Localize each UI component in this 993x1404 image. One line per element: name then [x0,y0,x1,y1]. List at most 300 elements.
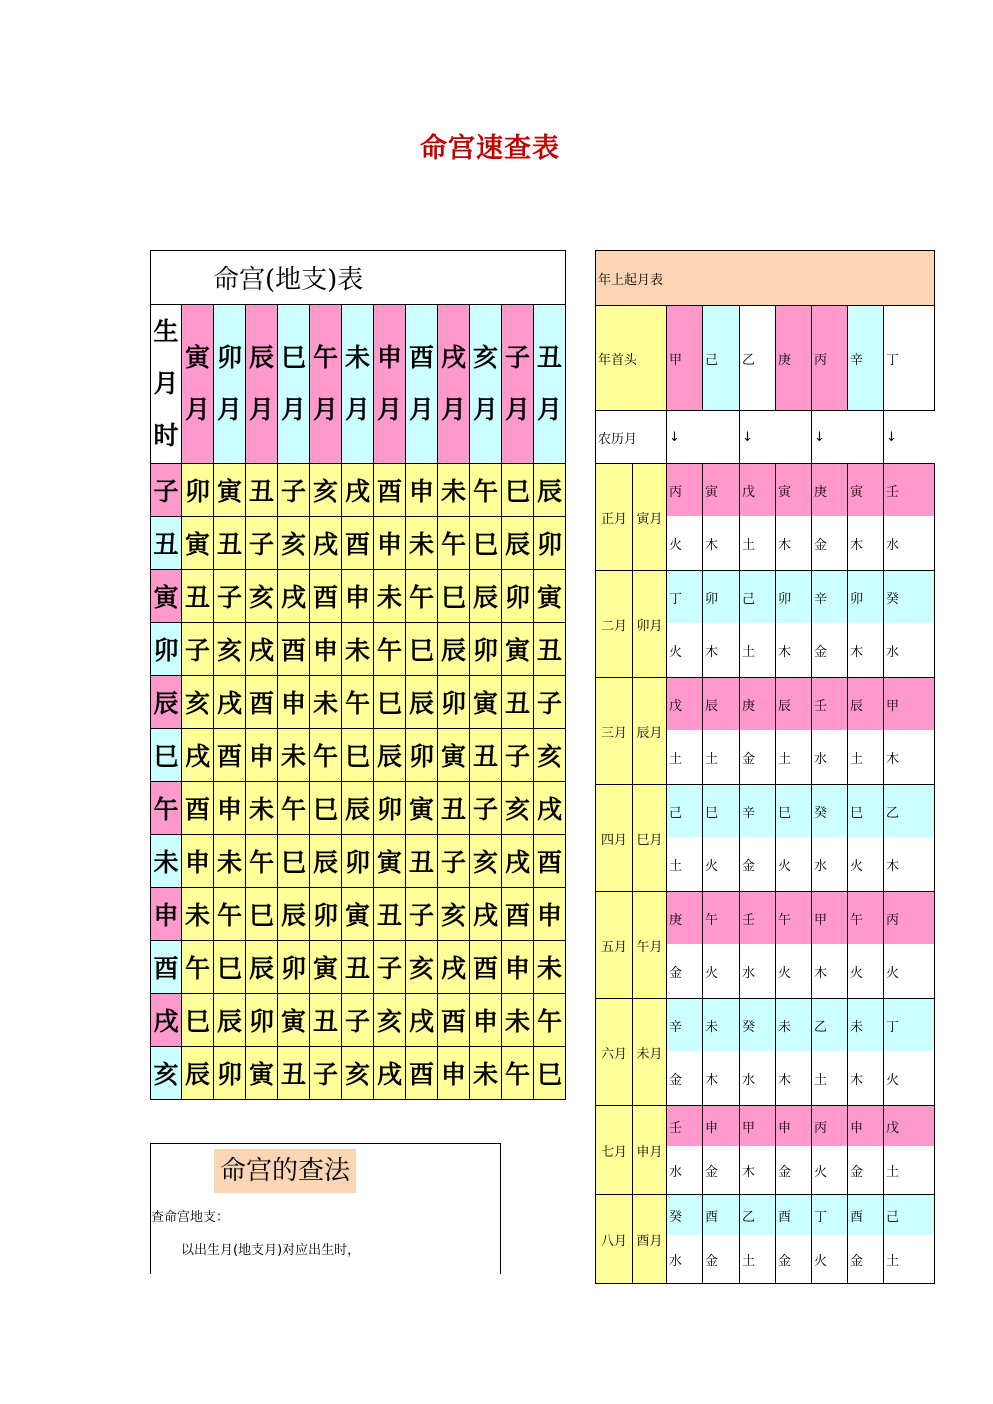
palace-cell: 丑 [406,835,438,888]
palace-cell: 申 [438,1047,470,1100]
month-stem: 丁 [812,1195,848,1236]
month-element: 木 [884,730,935,785]
month-element: 金 [666,1051,702,1106]
month-suffix: 月 [216,395,242,424]
table-row [151,676,566,729]
month-element: 金 [702,1235,739,1284]
palace-cell: 戌 [406,994,438,1047]
table-row [151,729,566,782]
palace-cell: 亥 [182,676,214,729]
palace-cell: 巳 [342,729,374,782]
month-stem: 丁 [666,571,702,624]
month-branch: 寅 [184,343,210,372]
year-stem: 甲 [666,306,702,411]
month-element: 火 [812,1146,848,1195]
palace-cell: 申 [502,941,534,994]
table-row [151,1047,566,1100]
palace-cell: 巳 [214,941,246,994]
month-element: 金 [776,1146,812,1195]
palace-cell: 辰 [502,517,534,570]
corner-char: 时 [153,421,179,450]
palace-cell: 辰 [310,835,342,888]
hour-label: 亥 [151,1047,182,1100]
month-stem: 壬 [666,1106,702,1147]
palace-cell: 午 [502,1047,534,1100]
month-stem: 辛 [812,571,848,624]
palace-cell: 巳 [438,570,470,623]
palace-cell: 申 [534,888,566,941]
month-suffix: 月 [184,395,210,424]
month-element: 火 [666,516,702,571]
month-element: 金 [666,944,702,999]
month-stem: 寅 [776,464,812,517]
month-suffix: 月 [440,395,466,424]
palace-cell: 子 [502,729,534,782]
month-element: 火 [666,623,702,678]
month-element: 火 [884,944,935,999]
palace-cell: 亥 [214,623,246,676]
hour-label: 寅 [151,570,182,623]
palace-cell: 午 [438,517,470,570]
palace-cell: 申 [342,570,374,623]
month-header [374,305,406,464]
arrow-blank [776,411,812,464]
palace-cell: 子 [534,676,566,729]
year-stem: 辛 [848,306,884,411]
month-stem: 庚 [666,892,702,945]
palace-cell: 寅 [534,570,566,623]
month-branch: 辰 [248,343,274,372]
table-row [151,517,566,570]
palace-cell: 辰 [438,623,470,676]
palace-cell: 卯 [534,517,566,570]
palace-cell: 辰 [342,782,374,835]
month-element: 土 [740,623,776,678]
palace-cell: 申 [374,517,406,570]
month-stem: 寅 [702,464,739,517]
palace-cell: 辰 [182,1047,214,1100]
month-branch: 丑 [537,343,563,372]
palace-cell: 酉 [534,835,566,888]
palace-cell: 酉 [470,941,502,994]
palace-cell: 子 [310,1047,342,1100]
month-element: 土 [884,1235,935,1284]
month-suffix: 月 [344,395,370,424]
palace-cell: 未 [374,570,406,623]
month-stem: 午 [702,892,739,945]
month-stem: 卯 [702,571,739,624]
palace-cell: 未 [502,994,534,1047]
month-stem: 午 [776,892,812,945]
month-stem: 寅 [848,464,884,517]
palace-cell: 辰 [406,676,438,729]
palace-cell: 戌 [342,464,374,517]
palace-cell: 戌 [534,782,566,835]
palace-cell: 戌 [310,517,342,570]
month-stem: 酉 [776,1195,812,1236]
month-name: 八月 [596,1195,633,1284]
month-element: 火 [776,944,812,999]
palace-cell: 午 [246,835,278,888]
down-arrow-icon: ↓ [884,411,935,464]
month-stem: 壬 [740,892,776,945]
month-suffix: 月 [248,395,274,424]
palace-cell: 申 [278,676,310,729]
month-element: 土 [740,1235,776,1284]
palace-cell: 戌 [470,888,502,941]
month-branch: 卯月 [633,571,667,678]
month-stem: 酉 [848,1195,884,1236]
corner-char: 生 [153,317,179,346]
hour-label: 卯 [151,623,182,676]
palace-cell: 未 [470,1047,502,1100]
palace-cell: 卯 [182,464,214,517]
table-row [151,570,566,623]
month-stem: 未 [702,999,739,1052]
month-stem: 甲 [812,892,848,945]
hour-label: 丑 [151,517,182,570]
month-table-title: 年上起月表 [596,251,935,306]
month-stem: 庚 [812,464,848,517]
palace-cell: 子 [246,517,278,570]
month-branch: 戌 [440,343,466,372]
palace-cell: 酉 [214,729,246,782]
month-element: 水 [812,730,848,785]
month-header [214,305,246,464]
palace-cell: 子 [406,888,438,941]
palace-cell: 子 [182,623,214,676]
table-row [151,623,566,676]
month-branch: 巳 [280,343,306,372]
month-stem: 戊 [884,1106,935,1147]
table-row [151,464,566,517]
month-branch: 申 [376,343,402,372]
month-branch: 午月 [633,892,667,999]
palace-cell: 丑 [374,888,406,941]
palace-cell: 酉 [438,994,470,1047]
palace-cell: 辰 [214,994,246,1047]
month-branch: 午 [312,343,338,372]
month-stem: 辰 [702,678,739,731]
year-stem: 丙 [812,306,848,411]
palace-cell: 未 [534,941,566,994]
month-name: 四月 [596,785,633,892]
month-header [534,305,566,464]
down-arrow-icon: ↓ [812,411,848,464]
month-stem: 辰 [776,678,812,731]
palace-cell: 午 [182,941,214,994]
month-suffix: 月 [504,395,530,424]
palace-cell: 戌 [214,676,246,729]
month-table [595,250,935,1284]
palace-cell: 未 [406,517,438,570]
palace-cell: 午 [406,570,438,623]
palace-cell: 酉 [246,676,278,729]
month-suffix: 月 [312,395,338,424]
palace-cell: 卯 [374,782,406,835]
palace-cell: 辰 [374,729,406,782]
month-element: 火 [702,944,739,999]
month-stem: 巳 [776,785,812,838]
palace-cell: 亥 [406,941,438,994]
palace-cell: 巳 [534,1047,566,1100]
month-branch: 酉月 [633,1195,667,1284]
month-element: 木 [702,516,739,571]
palace-cell: 子 [374,941,406,994]
month-element: 土 [812,1051,848,1106]
palace-cell: 酉 [342,517,374,570]
month-branch: 子 [504,343,530,372]
month-element: 土 [666,837,702,892]
palace-cell: 未 [214,835,246,888]
method-subtitle: 查命宫地支： [151,1210,230,1225]
month-header [438,305,470,464]
year-stem: 丁 [884,306,935,411]
month-name: 六月 [596,999,633,1106]
palace-cell: 辰 [534,464,566,517]
month-stem: 未 [776,999,812,1052]
month-stem: 申 [702,1106,739,1147]
palace-cell: 子 [470,782,502,835]
month-element: 金 [776,1235,812,1284]
palace-table-title: 命宫(地支)表 [151,251,566,305]
palace-cell: 卯 [502,570,534,623]
palace-table [150,250,566,1100]
month-suffix: 月 [408,395,434,424]
month-stem: 卯 [848,571,884,624]
month-element: 土 [702,730,739,785]
month-header [278,305,310,464]
month-element: 火 [702,837,739,892]
palace-cell: 戌 [438,941,470,994]
table-row [151,941,566,994]
month-stem: 壬 [812,678,848,731]
month-element: 金 [812,516,848,571]
down-arrow-icon: ↓ [740,411,776,464]
palace-cell: 亥 [502,782,534,835]
month-stem: 辛 [666,999,702,1052]
month-element: 水 [666,1235,702,1284]
month-element: 木 [848,623,884,678]
palace-cell: 寅 [310,941,342,994]
month-element: 金 [848,1146,884,1195]
month-element: 木 [848,516,884,571]
month-header [470,305,502,464]
palace-cell: 亥 [470,835,502,888]
palace-cell: 丑 [278,1047,310,1100]
palace-cell: 亥 [438,888,470,941]
month-stem: 申 [776,1106,812,1147]
down-arrow-icon: ↓ [666,411,702,464]
month-element: 水 [740,1051,776,1106]
palace-cell: 亥 [310,464,342,517]
month-stem: 未 [848,999,884,1052]
month-stem: 申 [848,1106,884,1147]
month-element: 火 [848,837,884,892]
palace-cell: 戌 [246,623,278,676]
palace-cell: 寅 [214,464,246,517]
month-element: 火 [812,1235,848,1284]
month-element: 水 [740,944,776,999]
palace-cell: 丑 [342,941,374,994]
month-stem: 庚 [740,678,776,731]
month-stem: 癸 [666,1195,702,1236]
palace-cell: 丑 [438,782,470,835]
palace-cell: 申 [310,623,342,676]
palace-cell: 子 [438,835,470,888]
palace-cell: 卯 [406,729,438,782]
palace-cell: 午 [310,729,342,782]
month-stem: 丙 [884,892,935,945]
month-suffix: 月 [537,395,563,424]
palace-cell: 戌 [374,1047,406,1100]
month-element: 木 [884,837,935,892]
palace-cell: 巳 [246,888,278,941]
month-branch: 亥 [472,343,498,372]
month-element: 土 [848,730,884,785]
year-head-label: 年首头 [596,306,667,411]
palace-cell: 寅 [406,782,438,835]
palace-cell: 巳 [310,782,342,835]
palace-cell: 午 [342,676,374,729]
month-stem: 辰 [848,678,884,731]
hour-label: 辰 [151,676,182,729]
palace-cell: 亥 [278,517,310,570]
palace-cell: 巳 [278,835,310,888]
month-header [502,305,534,464]
palace-cell: 申 [470,994,502,1047]
palace-cell: 丑 [246,464,278,517]
palace-cell: 午 [374,623,406,676]
month-table-wrapper [595,250,900,1270]
month-element: 金 [812,623,848,678]
palace-cell: 卯 [470,623,502,676]
month-element: 木 [776,1051,812,1106]
corner-header [151,305,182,464]
palace-cell: 丑 [502,676,534,729]
month-suffix: 月 [376,395,402,424]
month-element: 土 [884,1146,935,1195]
month-name: 正月 [596,464,633,571]
palace-cell: 未 [278,729,310,782]
palace-cell: 丑 [214,517,246,570]
palace-cell: 亥 [342,1047,374,1100]
month-suffix: 月 [280,395,306,424]
palace-cell: 卯 [438,676,470,729]
hour-label: 戌 [151,994,182,1047]
palace-cell: 亥 [534,729,566,782]
arrow-blank [848,411,884,464]
month-branch: 未月 [633,999,667,1106]
month-element: 木 [702,623,739,678]
palace-cell: 午 [470,464,502,517]
palace-cell: 卯 [278,941,310,994]
palace-cell: 子 [342,994,374,1047]
palace-cell: 亥 [246,570,278,623]
palace-cell: 卯 [310,888,342,941]
month-branch: 巳月 [633,785,667,892]
month-stem: 己 [884,1195,935,1236]
month-branch: 辰月 [633,678,667,785]
palace-cell: 午 [534,994,566,1047]
month-suffix: 月 [472,395,498,424]
palace-cell: 子 [278,464,310,517]
palace-cell: 寅 [374,835,406,888]
month-stem: 乙 [740,1195,776,1236]
palace-cell: 巳 [470,517,502,570]
year-stem: 乙 [740,306,776,411]
month-stem: 甲 [884,678,935,731]
month-element: 金 [848,1235,884,1284]
month-element: 木 [848,1051,884,1106]
month-element: 水 [812,837,848,892]
hour-label: 巳 [151,729,182,782]
table-row [151,994,566,1047]
palace-cell: 寅 [278,994,310,1047]
palace-cell: 戌 [182,729,214,782]
month-stem: 午 [848,892,884,945]
month-stem: 癸 [884,571,935,624]
month-element: 木 [702,1051,739,1106]
month-name: 七月 [596,1106,633,1195]
hour-label: 酉 [151,941,182,994]
palace-cell: 子 [214,570,246,623]
palace-cell: 寅 [470,676,502,729]
month-element: 木 [812,944,848,999]
palace-cell: 丑 [182,570,214,623]
palace-cell: 酉 [278,623,310,676]
palace-cell: 未 [438,464,470,517]
month-stem: 壬 [884,464,935,517]
month-header [342,305,374,464]
palace-cell: 丑 [470,729,502,782]
palace-cell: 酉 [374,464,406,517]
month-element: 土 [740,516,776,571]
palace-cell: 辰 [470,570,502,623]
month-branch: 未 [344,343,370,372]
month-stem: 己 [666,785,702,838]
palace-cell: 寅 [342,888,374,941]
palace-cell: 寅 [246,1047,278,1100]
month-branch: 寅月 [633,464,667,571]
hour-label: 子 [151,464,182,517]
page-title: 命宫速查表 [420,133,560,164]
month-element: 金 [740,730,776,785]
month-element: 水 [666,1146,702,1195]
method-box [150,1143,501,1274]
month-branch: 酉 [408,343,434,372]
palace-cell: 寅 [438,729,470,782]
month-stem: 戊 [740,464,776,517]
month-stem: 癸 [740,999,776,1052]
palace-cell: 巳 [502,464,534,517]
palace-cell: 申 [406,464,438,517]
month-header [246,305,278,464]
palace-cell: 未 [310,676,342,729]
year-stem: 己 [702,306,739,411]
palace-cell: 未 [246,782,278,835]
table-row [151,888,566,941]
month-element: 火 [776,837,812,892]
palace-cell: 未 [342,623,374,676]
month-stem: 卯 [776,571,812,624]
palace-cell: 卯 [342,835,374,888]
table-row [151,782,566,835]
month-stem: 丙 [812,1106,848,1147]
palace-cell: 辰 [246,941,278,994]
month-stem: 酉 [702,1195,739,1236]
palace-cell: 巳 [374,676,406,729]
